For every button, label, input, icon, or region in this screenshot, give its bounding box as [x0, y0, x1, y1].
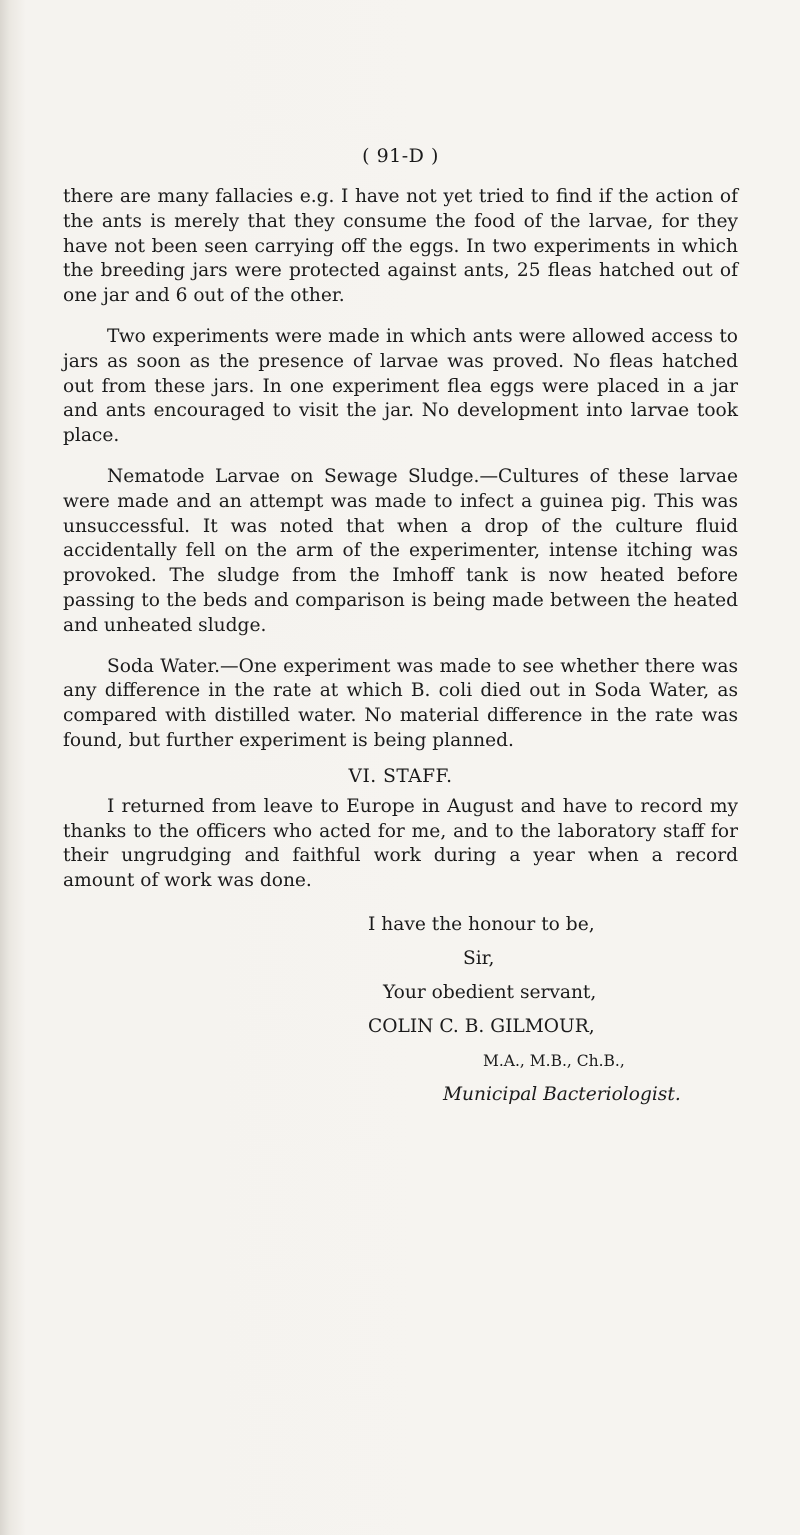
paragraph-ants-experiments: Two experiments were made in which ants were allowed access to jars as soon as the presence of larvae was proved. No fleas hatched out from these jars. In one experiment flea eggs were placed in a jar and ants encouraged to visit the jar. No development into larvae took place. — [63, 325, 738, 447]
section-heading-staff: VI. STAFF. — [348, 765, 453, 787]
paragraph-staff: I returned from leave to Europe in August and have to record my thanks to the officers who acted for me, and to the laboratory staff for their ungrudging and faithful work during a year when a record amount of work was done. — [63, 795, 738, 892]
page-number: ( 91-D ) — [362, 145, 439, 167]
soda-water-body: —One experiment was made to see whether there was any difference in the rate at which B. coli died out in Soda Water, as compared with distilled water. No material difference in the rate was found, but further experiment is being planned. — [63, 655, 738, 751]
closing-servant: Your obedient servant, — [383, 981, 597, 1003]
closing-block — [368, 908, 738, 1112]
signatory-title: Municipal Bacteriologist. — [443, 1083, 681, 1105]
closing-sir: Sir, — [463, 947, 495, 969]
closing-honour: I have the honour to be, — [368, 913, 595, 935]
paragraph-nematode-larvae — [63, 465, 738, 639]
nematode-heading: Nematode Larvae on Sewage Sludge. — [107, 465, 480, 487]
text-column — [63, 145, 738, 1112]
soda-water-heading: Soda Water. — [107, 655, 221, 677]
nematode-body: —Cultures of these larvae were made and an attempt was made to infect a guinea pig. This was unsuccessful. It was noted that when a drop of the culture fluid accidentally fell on the arm of the experimenter, intense itching was provoked. The sludge from the Imhoff tank is now heated before passing to the beds and comparison is being made between the heated and unheated sludge. — [63, 465, 738, 636]
paragraph-ants-fallacies: there are many fallacies e.g. I have not yet tried to find if the action of the ants is merely that they consume the food of the larvae, for they have not been seen carrying off the eggs. In two experiments in which the breeding jars were protected against ants, 25 fleas hatched out of one jar and 6 out of the other. — [63, 186, 738, 307]
signatory-qualifications: M.A., M.B., Ch.B., — [483, 1051, 625, 1070]
signatory-name: COLIN C. B. GILMOUR, — [368, 1015, 595, 1037]
paragraph-soda-water — [63, 655, 738, 754]
